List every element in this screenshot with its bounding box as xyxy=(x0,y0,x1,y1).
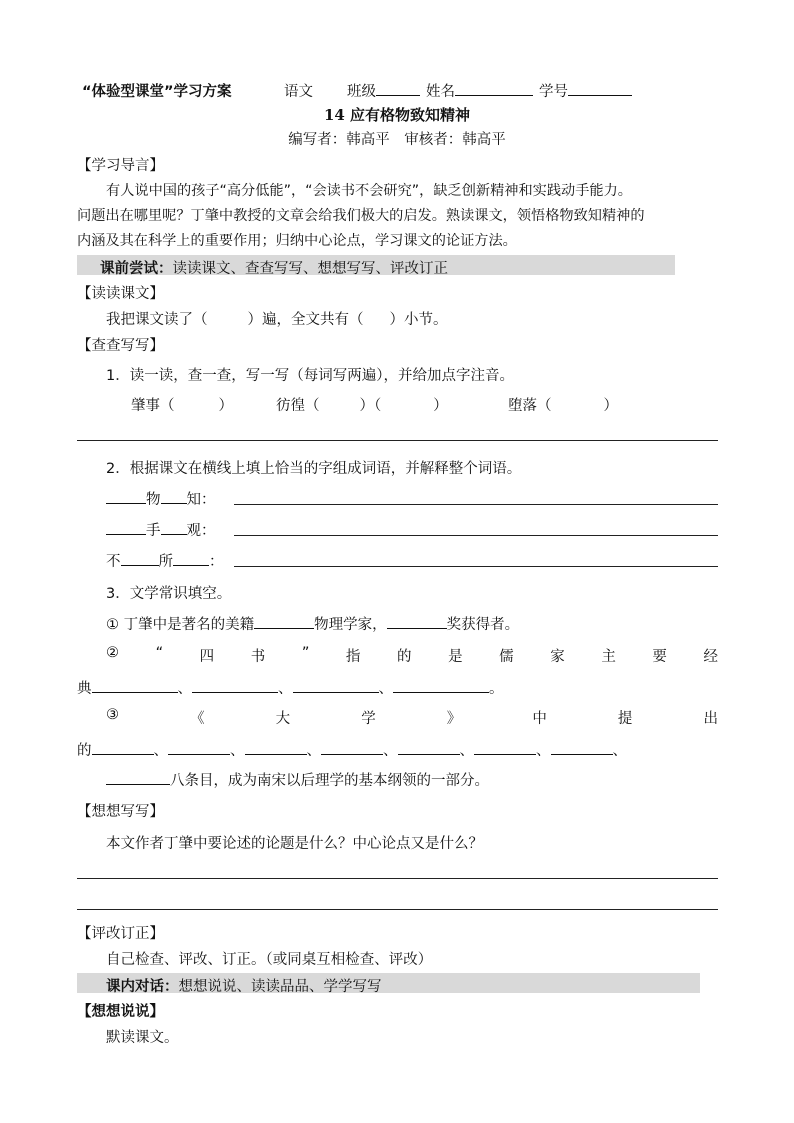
item-blank-3[interactable] xyxy=(245,740,307,755)
preclass-label: 课前尝试： xyxy=(100,261,173,277)
nationality-blank[interactable] xyxy=(254,614,314,629)
revise-text: 自己检查、评改、订正。（或同桌互相检查、评改） xyxy=(106,952,433,968)
program-title: “体验型课堂”学习方案 xyxy=(82,84,232,100)
check-q1: 1．读一读，查一查，写一写（每词写两遍），并给加点字注音。 xyxy=(106,368,514,384)
item-blank-8[interactable] xyxy=(106,770,170,785)
item-blank-4[interactable] xyxy=(321,740,383,755)
inclass-label: 课内对话： xyxy=(106,979,179,995)
fill-3-line[interactable] xyxy=(234,566,718,567)
preclass-items: 读读课文、查查写写、想想写写、评改订正 xyxy=(172,261,448,277)
fill-2b[interactable] xyxy=(161,520,187,535)
item-blank-7[interactable] xyxy=(551,740,613,755)
lit-q2-line1: ② “ 四 书 ” 指 的 是 儒 家 主 要 经 xyxy=(106,645,718,665)
page-title: 14 应有格物致知精神 xyxy=(323,106,471,124)
fill-row-2: 手 观： xyxy=(106,519,216,540)
fill-2-line[interactable] xyxy=(234,535,718,536)
word-zhaoshi: 肇事（ ） xyxy=(131,398,233,414)
check-q3: 3．文学常识填空。 xyxy=(106,586,232,602)
classic-blank-2[interactable] xyxy=(192,678,278,693)
item-blank-2[interactable] xyxy=(168,740,230,755)
think-heading: 【想想写写】 xyxy=(77,804,164,820)
read-heading: 【读读课文】 xyxy=(77,286,164,302)
name-field[interactable] xyxy=(426,80,533,101)
class-label: 班级 xyxy=(347,84,376,100)
speak-text: 默读课文。 xyxy=(106,1030,179,1046)
name-label: 姓名 xyxy=(426,84,455,100)
word-duoluo: 堕落（ ） xyxy=(508,398,618,414)
intro-line-2: 问题出在哪里呢？丁肇中教授的文章会给我们极大的启发。熟读课文，领悟格物致知精神的 xyxy=(77,208,645,224)
classic-blank-3[interactable] xyxy=(293,678,379,693)
intro-line-1: 有人说中国的孩子“高分低能”，“会读书不会研究”，缺乏创新精神和实践动手能力。 xyxy=(106,183,632,199)
fill-1b[interactable] xyxy=(161,489,187,504)
authors-line: 编写者：韩高平 审核者：韩高平 xyxy=(288,132,506,148)
check-heading: 【查查写写】 xyxy=(77,338,164,354)
lit-q2-line2: 典 、 、 、 。 xyxy=(77,677,504,698)
check-q2: 2．根据课文在横线上填上恰当的字组成词语，并解释整个词语。 xyxy=(106,461,522,477)
intro-line-3: 内涵及其在科学上的重要作用；归纳中心论点，学习课文的论证方法。 xyxy=(77,233,517,249)
fill-row-1: 物 知： xyxy=(106,488,216,509)
subject-label: 语文 xyxy=(284,84,313,100)
item-blank-6[interactable] xyxy=(474,740,536,755)
answer-line-1[interactable] xyxy=(77,440,718,441)
answer-line-3[interactable] xyxy=(77,909,718,910)
fill-row-3: 不 所 ： xyxy=(106,550,224,571)
preclass-line xyxy=(100,257,448,278)
number-blank[interactable] xyxy=(568,81,632,96)
classic-blank-1[interactable] xyxy=(92,678,178,693)
inclass-items: 想想说说、读读品品、学学写写 xyxy=(178,979,382,995)
answer-line-2[interactable] xyxy=(77,878,718,879)
lit-q1: ① 丁肇中是著名的美籍 物理学家， 奖获得者。 xyxy=(106,613,519,634)
speak-heading: 【想想说说】 xyxy=(77,1004,164,1020)
classic-blank-4[interactable] xyxy=(393,678,489,693)
fill-1a[interactable] xyxy=(106,489,146,504)
class-field[interactable] xyxy=(347,80,420,101)
lit-q3-line2: 的 、 、 、 、 、 、 、 xyxy=(77,739,627,760)
item-blank-5[interactable] xyxy=(398,740,460,755)
prize-blank[interactable] xyxy=(387,614,447,629)
fill-1-line[interactable] xyxy=(234,504,718,505)
word-panghuang: 彷徨（ ）（ ） xyxy=(276,398,448,414)
class-blank[interactable] xyxy=(376,81,420,96)
item-blank-1[interactable] xyxy=(92,740,154,755)
fill-2a[interactable] xyxy=(106,520,146,535)
revise-heading: 【评改订正】 xyxy=(77,926,164,942)
number-field[interactable] xyxy=(539,80,632,101)
number-label: 学号 xyxy=(539,84,568,100)
inclass-line xyxy=(106,975,382,996)
intro-heading: 【学习导言】 xyxy=(77,158,164,174)
lit-q3-line1: ③ 《 大 学 》 中 提 出 xyxy=(106,707,718,727)
fill-3a[interactable] xyxy=(121,551,159,566)
read-question: 我把课文读了（ ）遍，全文共有（ ）小节。 xyxy=(106,312,448,328)
fill-3b[interactable] xyxy=(173,551,209,566)
think-question: 本文作者丁肇中要论述的论题是什么？中心论点又是什么？ xyxy=(106,836,483,852)
lit-q3-line3: 八条目，成为南宋以后理学的基本纲领的一部分。 xyxy=(106,769,489,790)
name-blank[interactable] xyxy=(455,81,533,96)
